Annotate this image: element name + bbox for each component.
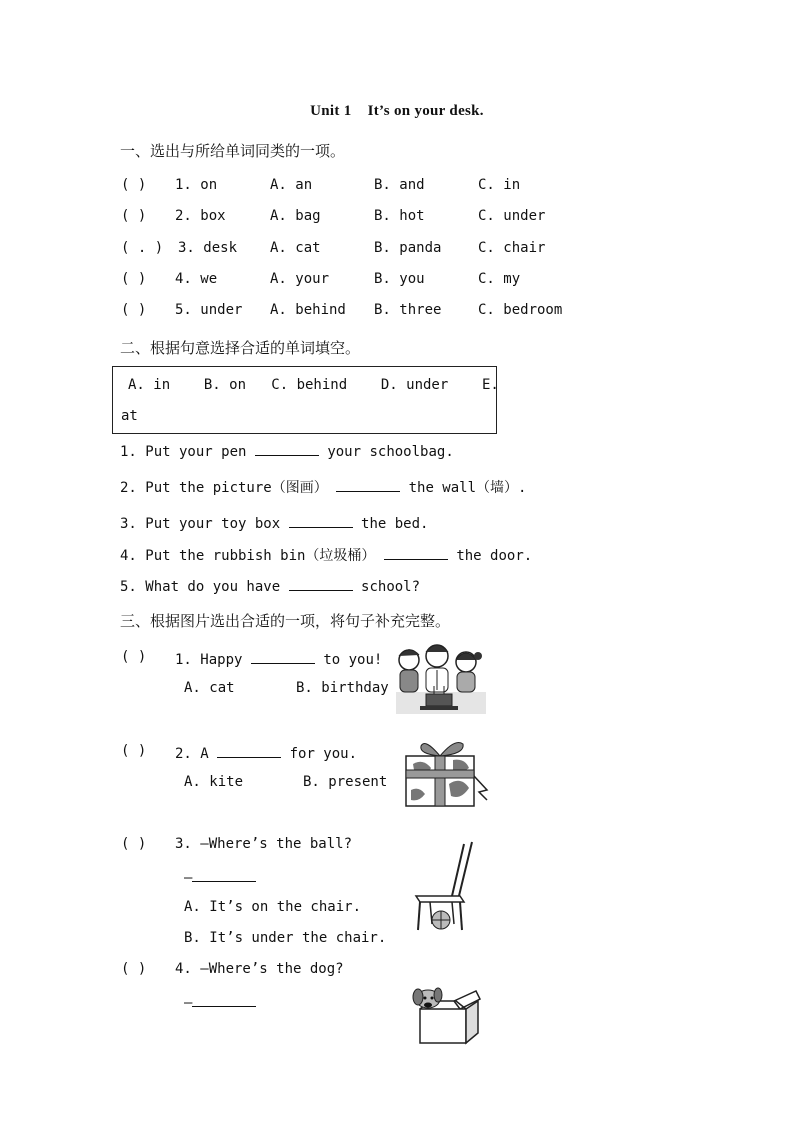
option-a: A. your [270,271,330,287]
answer-blank[interactable] [251,649,315,664]
word-bank-line-2: at [121,408,138,424]
answer-paren[interactable]: ( ) [121,836,147,852]
page-title [0,103,794,120]
answer-paren[interactable]: ( ) [121,743,147,759]
word-bank-box [112,366,497,434]
answer-paren[interactable]: ( ) [121,271,147,287]
option-c: C. bedroom [478,302,563,318]
word-bank-line-1: A. in B. on C. behind D. under E. [128,377,499,393]
option-a: A. cat [184,680,235,696]
unit-title: It’s on your desk. [367,103,484,119]
answer-paren[interactable]: ( ) [121,177,147,193]
section-3-heading: 三、根据图片选出合适的一项，将句子补充完整。 [120,612,451,630]
answer-blank[interactable] [289,576,353,591]
option-a: A. behind [270,302,346,318]
answer-blank[interactable] [384,545,448,560]
question-word: 5. under [175,302,243,318]
option-b: B. hot [374,208,425,224]
answer-blank[interactable] [289,513,353,528]
question-word: 4. we [175,271,218,287]
answer-blank[interactable] [217,743,281,758]
option-b: B. It’s under the chair. [184,930,387,946]
option-b: B. three [374,302,442,318]
option-c: C. chair [478,240,546,256]
question-text: 4. —Where’s the dog? [175,961,344,977]
answer-blank[interactable] [192,867,256,882]
option-a: A. cat [270,240,321,256]
list-item: 4. Put the rubbish bin（垃圾桶） the door. [120,545,532,565]
question-word: 2. box [175,208,226,224]
answer-paren[interactable]: ( ) [121,208,147,224]
unit-number: Unit 1 [310,103,352,119]
answer-paren[interactable]: ( . ) [121,240,164,256]
dog-in-box-picture [408,983,484,1045]
option-b: B. and [374,177,425,193]
question-text: 1. Happy to you! [175,649,382,668]
answer-paren[interactable]: ( ) [121,649,147,665]
option-b: B. present [303,774,388,790]
option-c: C. under [478,208,546,224]
question-word: 1. on [175,177,218,193]
question-word: 3. desk [178,240,238,256]
answer-blank[interactable] [336,477,400,492]
children-birthday-cake-picture [396,640,486,715]
option-b: B. birthday [296,680,389,696]
answer-paren[interactable]: ( ) [121,961,147,977]
option-a: A. kite [184,774,244,790]
question-text: 2. A for you. [175,743,357,762]
option-b: B. panda [374,240,442,256]
option-c: C. my [478,271,521,287]
section-2-heading: 二、根据句意选择合适的单词填空。 [120,339,361,357]
response-line: — [184,992,256,1011]
gift-box-picture [403,736,491,810]
list-item: 2. Put the picture（图画） the wall（墙）. [120,477,526,497]
answer-paren[interactable]: ( ) [121,302,147,318]
section-1-heading: 一、选出与所给单词同类的一项。 [120,142,346,160]
answer-blank[interactable] [192,992,256,1007]
option-c: C. in [478,177,521,193]
response-line: — [184,867,256,886]
answer-blank[interactable] [255,441,319,456]
question-text: 3. —Where’s the ball? [175,836,353,852]
chair-with-ball-picture [410,840,480,932]
list-item: 3. Put your toy box the bed. [120,513,428,532]
option-a: A. an [270,177,313,193]
list-item: 5. What do you have school? [120,576,420,595]
option-b: B. you [374,271,425,287]
list-item: 1. Put your pen your schoolbag. [120,441,454,460]
option-a: A. bag [270,208,321,224]
option-a: A. It’s on the chair. [184,899,362,915]
